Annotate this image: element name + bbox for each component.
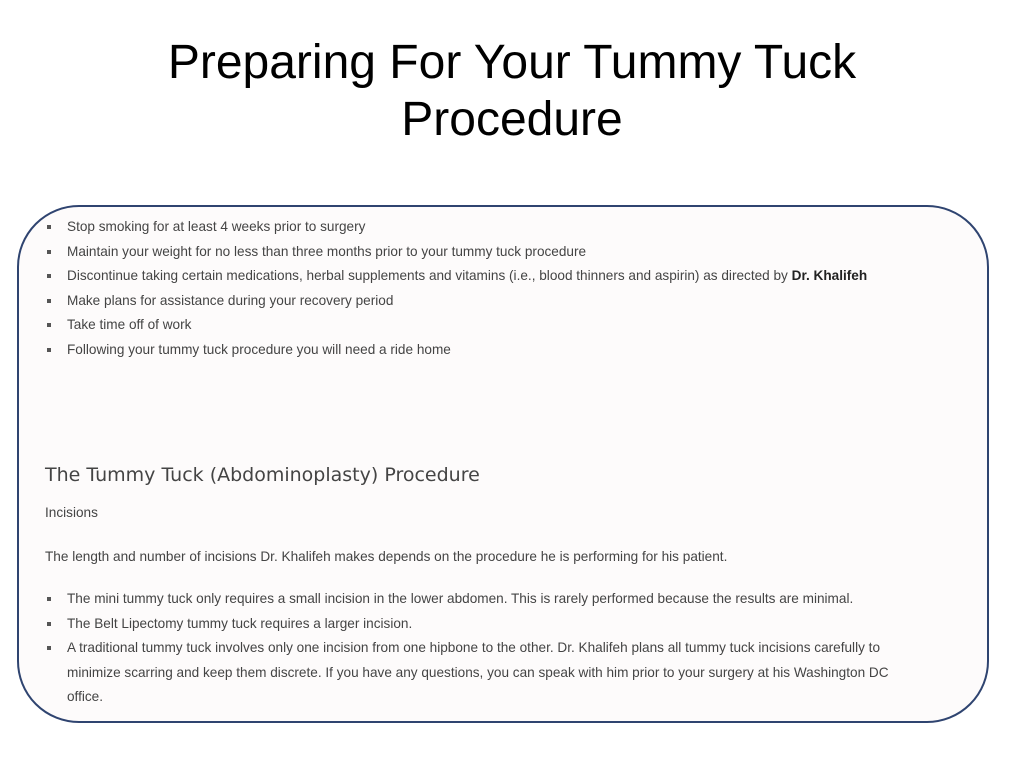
list-item xyxy=(45,313,945,338)
slide-title: Preparing For Your Tummy Tuck Procedure xyxy=(167,36,857,146)
list-item xyxy=(45,240,945,265)
list-item xyxy=(45,338,945,363)
subheading-incisions: Incisions xyxy=(45,505,98,520)
list-item-text: Stop smoking for at least 4 weeks prior to surgery xyxy=(67,219,366,234)
bullet-icon xyxy=(47,646,51,650)
content-frame xyxy=(17,205,989,723)
list-item-text: Take time off of work xyxy=(67,317,192,332)
list-item xyxy=(45,636,925,710)
list-item-text: The mini tummy tuck only requires a small incision in the lower abdomen. This is rarely performed because the results are minimal. xyxy=(67,591,854,606)
bullet-icon xyxy=(47,323,51,327)
list-item xyxy=(45,289,945,314)
bullet-icon xyxy=(47,348,51,352)
bullet-icon xyxy=(47,622,51,626)
incision-list xyxy=(45,587,925,710)
list-item xyxy=(45,587,925,612)
bullet-icon xyxy=(47,299,51,303)
list-item-text: A traditional tummy tuck involves only one incision from one hipbone to the other. Dr. Khalifeh plans all tummy tuck incisions carefully to minimize scarring and keep them discrete. If you have any questions, you can speak with him prior to your surgery at his Washington DC office. xyxy=(67,640,889,704)
list-item xyxy=(45,264,945,289)
bullet-icon xyxy=(47,274,51,278)
section-heading: The Tummy Tuck (Abdominoplasty) Procedure xyxy=(45,464,480,486)
webpage-excerpt xyxy=(45,215,945,704)
bullet-icon xyxy=(47,225,51,229)
list-item-text: Following your tummy tuck procedure you will need a ride home xyxy=(67,341,451,357)
doctor-name: Dr. Khalifeh xyxy=(791,268,868,283)
list-item xyxy=(45,215,945,240)
list-item-text: The Belt Lipectomy tummy tuck requires a larger incision. xyxy=(67,615,413,631)
list-item-text: Maintain your weight for no less than three months prior to your tummy tuck procedure xyxy=(67,243,587,259)
list-item-text: Make plans for assistance during your recovery period xyxy=(67,292,394,308)
bullet-icon xyxy=(47,597,51,601)
preparation-list xyxy=(45,215,945,362)
intro-paragraph: The length and number of incisions Dr. Khalifeh makes depends on the procedure he is performing for his patient. xyxy=(45,549,728,564)
list-item xyxy=(45,612,925,637)
list-item-text: Discontinue taking certain medications, herbal supplements and vitamins (i.e., blood thinners and aspirin) as directed by xyxy=(67,268,792,283)
bullet-icon xyxy=(47,250,51,254)
